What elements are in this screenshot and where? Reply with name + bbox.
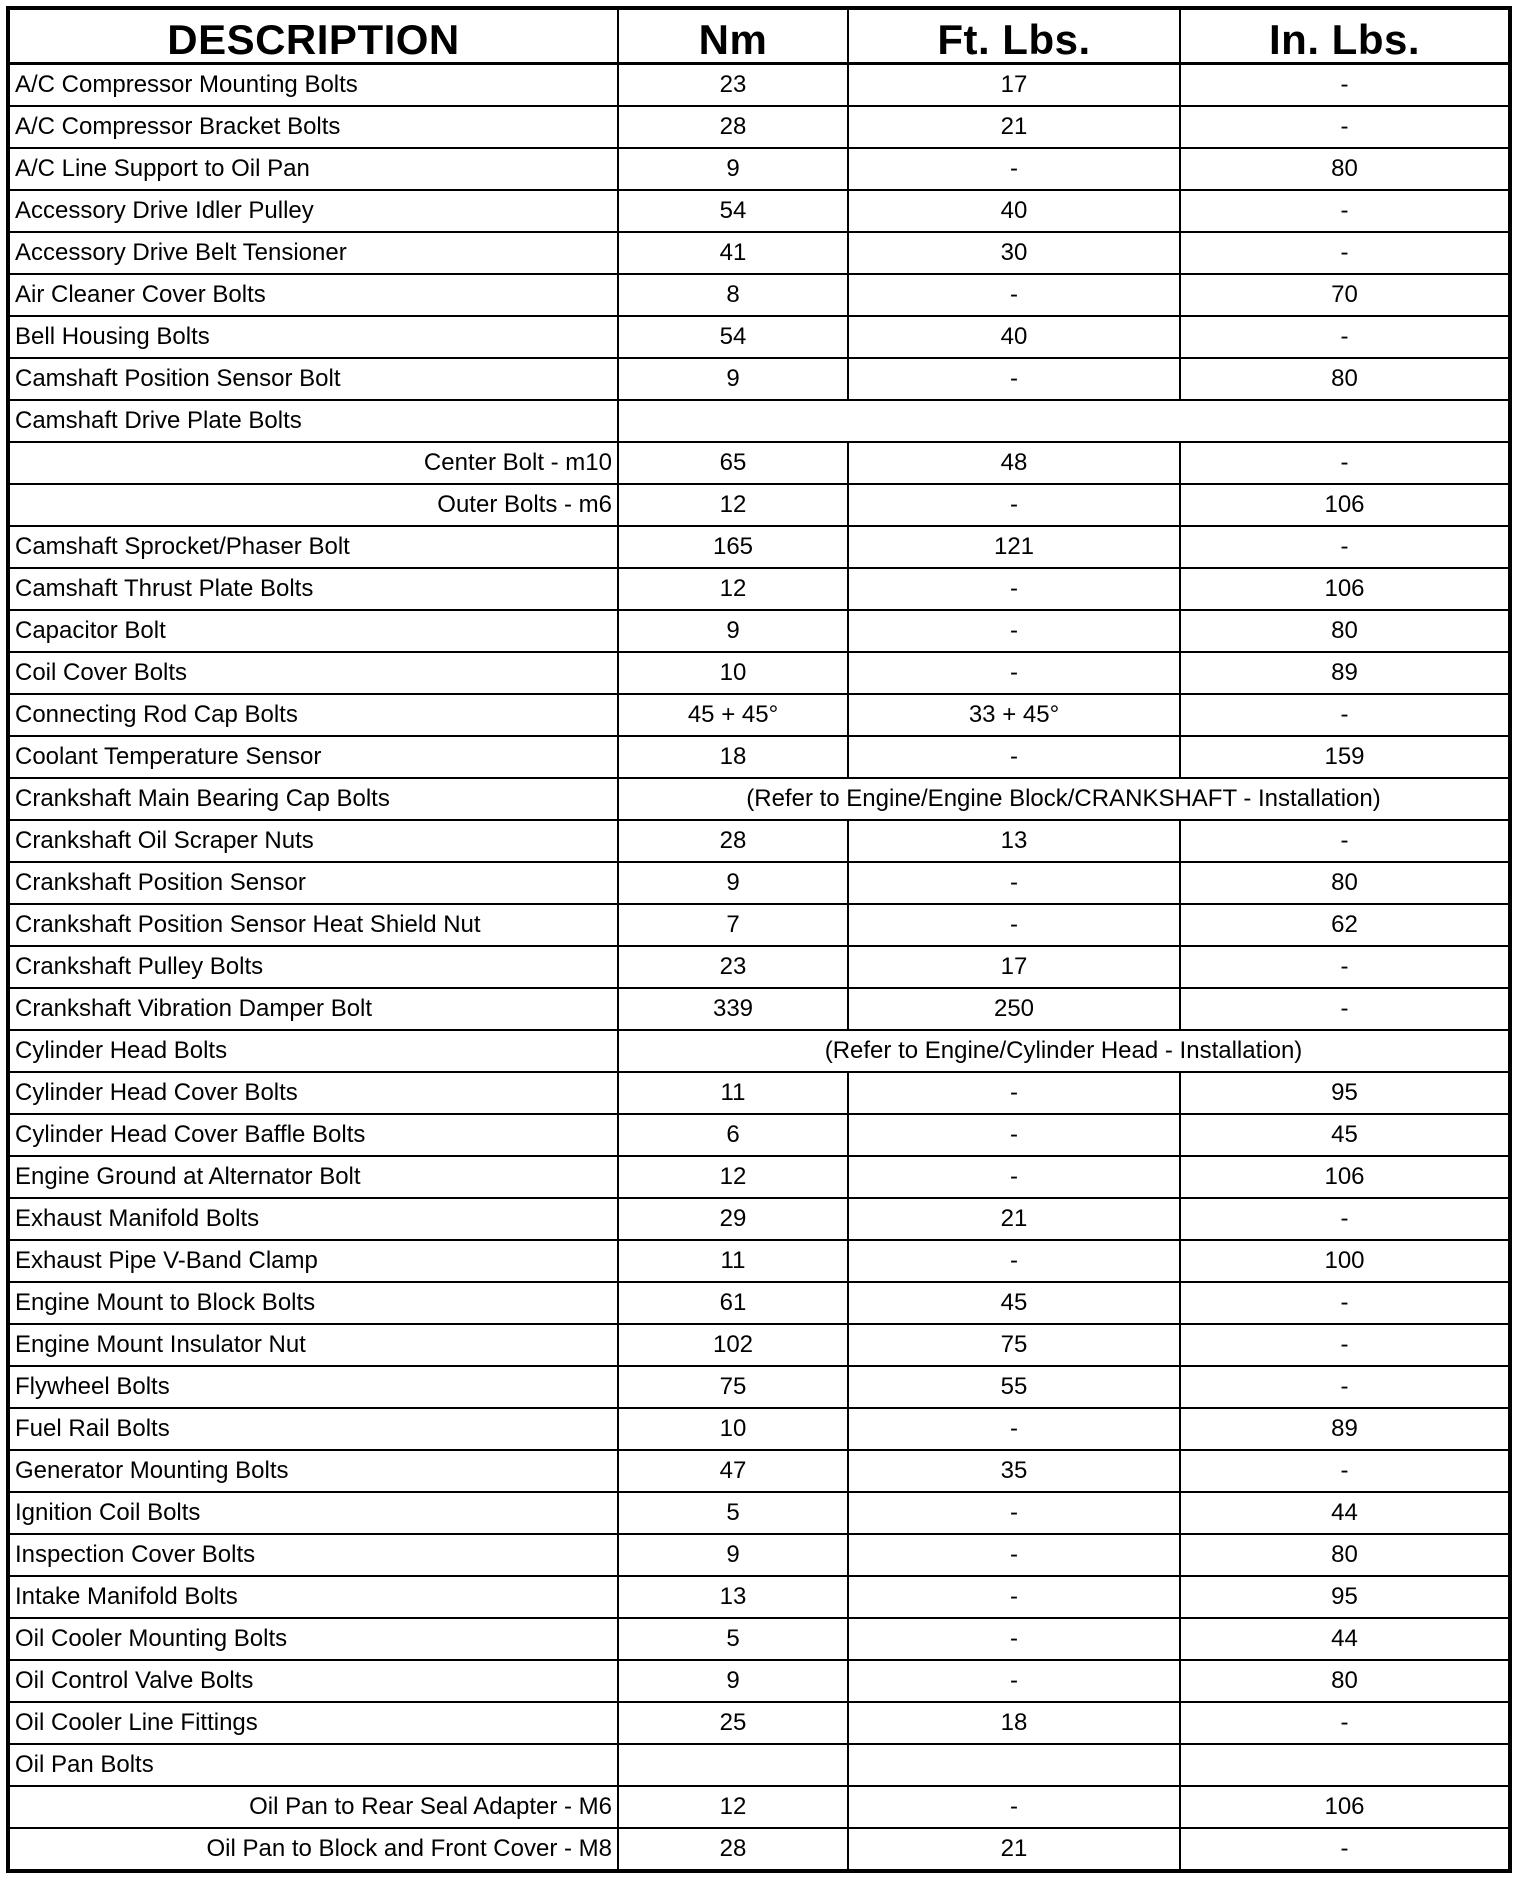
reference-note-cell: (Refer to Engine/Engine Block/CRANKSHAFT - Installation) [618, 778, 1510, 820]
description-cell: Engine Mount Insulator Nut [8, 1324, 618, 1366]
in-lbs-cell: 80 [1180, 610, 1510, 652]
nm-cell: 29 [618, 1198, 848, 1240]
nm-cell: 9 [618, 358, 848, 400]
nm-cell: 28 [618, 820, 848, 862]
in-lbs-cell: - [1180, 1366, 1510, 1408]
ft-lbs-cell: 33 + 45° [848, 694, 1180, 736]
description-cell: Bell Housing Bolts [8, 316, 618, 358]
table-row [8, 1618, 1510, 1660]
table-row [8, 64, 1510, 107]
in-lbs-cell: - [1180, 232, 1510, 274]
ft-lbs-cell: - [848, 358, 1180, 400]
ft-lbs-cell: - [848, 1240, 1180, 1282]
nm-cell: 10 [618, 652, 848, 694]
ft-lbs-cell: 45 [848, 1282, 1180, 1324]
description-cell: Flywheel Bolts [8, 1366, 618, 1408]
nm-cell: 54 [618, 316, 848, 358]
in-lbs-cell: 80 [1180, 358, 1510, 400]
ft-lbs-cell: - [848, 1660, 1180, 1702]
description-cell: Exhaust Manifold Bolts [8, 1198, 618, 1240]
ft-lbs-cell: - [848, 274, 1180, 316]
nm-cell: 165 [618, 526, 848, 568]
in-lbs-cell: - [1180, 106, 1510, 148]
in-lbs-cell: - [1180, 1828, 1510, 1871]
ft-lbs-cell: - [848, 1576, 1180, 1618]
in-lbs-cell: 106 [1180, 484, 1510, 526]
ft-lbs-cell: - [848, 862, 1180, 904]
in-lbs-cell: - [1180, 694, 1510, 736]
nm-cell: 9 [618, 1660, 848, 1702]
in-lbs-cell: - [1180, 442, 1510, 484]
description-cell: Coolant Temperature Sensor [8, 736, 618, 778]
in-lbs-cell: - [1180, 946, 1510, 988]
in-lbs-cell: 106 [1180, 1156, 1510, 1198]
table-row [8, 1156, 1510, 1198]
description-cell: Oil Pan to Block and Front Cover - M8 [8, 1828, 618, 1871]
table-row [8, 988, 1510, 1030]
table-row [8, 1240, 1510, 1282]
torque-spec-table [6, 6, 1512, 1873]
table-row [8, 1660, 1510, 1702]
nm-cell: 8 [618, 274, 848, 316]
table-row [8, 1072, 1510, 1114]
ft-lbs-cell: - [848, 1492, 1180, 1534]
nm-cell: 23 [618, 946, 848, 988]
description-cell: Oil Cooler Line Fittings [8, 1702, 618, 1744]
ft-lbs-cell: 21 [848, 1828, 1180, 1871]
ft-lbs-cell: - [848, 1534, 1180, 1576]
nm-cell: 10 [618, 1408, 848, 1450]
table-row [8, 400, 1510, 442]
in-lbs-cell: 80 [1180, 1534, 1510, 1576]
header-nm: Nm [618, 8, 848, 64]
nm-cell: 61 [618, 1282, 848, 1324]
description-cell: Cylinder Head Cover Bolts [8, 1072, 618, 1114]
in-lbs-cell: 89 [1180, 1408, 1510, 1450]
description-cell: Outer Bolts - m6 [8, 484, 618, 526]
nm-cell: 23 [618, 64, 848, 107]
ft-lbs-cell: 13 [848, 820, 1180, 862]
description-cell: Camshaft Drive Plate Bolts [8, 400, 618, 442]
description-cell: Cylinder Head Cover Baffle Bolts [8, 1114, 618, 1156]
nm-cell: 28 [618, 106, 848, 148]
in-lbs-cell: 106 [1180, 1786, 1510, 1828]
ft-lbs-cell: 48 [848, 442, 1180, 484]
in-lbs-cell: 45 [1180, 1114, 1510, 1156]
nm-cell: 9 [618, 1534, 848, 1576]
description-cell: Oil Cooler Mounting Bolts [8, 1618, 618, 1660]
table-row [8, 1282, 1510, 1324]
table-row [8, 1324, 1510, 1366]
description-cell: Connecting Rod Cap Bolts [8, 694, 618, 736]
in-lbs-cell: 106 [1180, 568, 1510, 610]
reference-note-cell: (Refer to Engine/Cylinder Head - Installation) [618, 1030, 1510, 1072]
nm-cell: 12 [618, 568, 848, 610]
ft-lbs-cell: 21 [848, 106, 1180, 148]
description-cell: Inspection Cover Bolts [8, 1534, 618, 1576]
ft-lbs-cell: - [848, 736, 1180, 778]
description-cell: Capacitor Bolt [8, 610, 618, 652]
ft-lbs-cell: 30 [848, 232, 1180, 274]
in-lbs-cell: - [1180, 1198, 1510, 1240]
ft-lbs-cell: - [848, 148, 1180, 190]
nm-cell: 9 [618, 862, 848, 904]
table-row [8, 526, 1510, 568]
ft-lbs-cell: - [848, 1156, 1180, 1198]
nm-cell: 11 [618, 1072, 848, 1114]
in-lbs-cell: - [1180, 64, 1510, 107]
description-cell: Camshaft Position Sensor Bolt [8, 358, 618, 400]
table-row [8, 190, 1510, 232]
table-row [8, 1744, 1510, 1786]
ft-lbs-cell [848, 1744, 1180, 1786]
empty-cell [618, 400, 1510, 442]
ft-lbs-cell: - [848, 1408, 1180, 1450]
description-cell: Accessory Drive Idler Pulley [8, 190, 618, 232]
table-row [8, 820, 1510, 862]
ft-lbs-cell: - [848, 1786, 1180, 1828]
table-row [8, 1408, 1510, 1450]
in-lbs-cell: 80 [1180, 1660, 1510, 1702]
description-cell: Crankshaft Pulley Bolts [8, 946, 618, 988]
ft-lbs-cell: - [848, 484, 1180, 526]
nm-cell: 75 [618, 1366, 848, 1408]
description-cell: Generator Mounting Bolts [8, 1450, 618, 1492]
ft-lbs-cell: - [848, 610, 1180, 652]
in-lbs-cell: 95 [1180, 1576, 1510, 1618]
header-ft-lbs: Ft. Lbs. [848, 8, 1180, 64]
nm-cell: 45 + 45° [618, 694, 848, 736]
table-row [8, 1828, 1510, 1871]
table-row [8, 1576, 1510, 1618]
ft-lbs-cell: 17 [848, 946, 1180, 988]
table-row [8, 1450, 1510, 1492]
nm-cell: 5 [618, 1618, 848, 1660]
description-cell: Crankshaft Oil Scraper Nuts [8, 820, 618, 862]
description-cell: Air Cleaner Cover Bolts [8, 274, 618, 316]
table-row [8, 316, 1510, 358]
in-lbs-cell: 80 [1180, 148, 1510, 190]
table-row [8, 484, 1510, 526]
header-row [8, 8, 1510, 64]
in-lbs-cell: - [1180, 1450, 1510, 1492]
description-cell: A/C Compressor Bracket Bolts [8, 106, 618, 148]
description-cell: Coil Cover Bolts [8, 652, 618, 694]
description-cell: Cylinder Head Bolts [8, 1030, 618, 1072]
description-cell: Crankshaft Vibration Damper Bolt [8, 988, 618, 1030]
description-cell: Intake Manifold Bolts [8, 1576, 618, 1618]
table-row [8, 862, 1510, 904]
ft-lbs-cell: - [848, 1618, 1180, 1660]
table-row [8, 1366, 1510, 1408]
in-lbs-cell: 70 [1180, 274, 1510, 316]
ft-lbs-cell: - [848, 904, 1180, 946]
in-lbs-cell: 44 [1180, 1618, 1510, 1660]
in-lbs-cell: 80 [1180, 862, 1510, 904]
ft-lbs-cell: 121 [848, 526, 1180, 568]
ft-lbs-cell: 75 [848, 1324, 1180, 1366]
description-cell: Oil Pan to Rear Seal Adapter - M6 [8, 1786, 618, 1828]
description-cell: Crankshaft Position Sensor Heat Shield Nut [8, 904, 618, 946]
nm-cell: 47 [618, 1450, 848, 1492]
description-cell: Engine Mount to Block Bolts [8, 1282, 618, 1324]
nm-cell: 339 [618, 988, 848, 1030]
table-row [8, 694, 1510, 736]
in-lbs-cell: - [1180, 526, 1510, 568]
table-row [8, 1534, 1510, 1576]
table-row [8, 652, 1510, 694]
ft-lbs-cell: - [848, 1072, 1180, 1114]
nm-cell: 41 [618, 232, 848, 274]
description-cell: Oil Pan Bolts [8, 1744, 618, 1786]
description-cell: Accessory Drive Belt Tensioner [8, 232, 618, 274]
nm-cell: 28 [618, 1828, 848, 1871]
in-lbs-cell: 89 [1180, 652, 1510, 694]
ft-lbs-cell: - [848, 568, 1180, 610]
ft-lbs-cell: 250 [848, 988, 1180, 1030]
nm-cell [618, 1744, 848, 1786]
description-cell: Crankshaft Position Sensor [8, 862, 618, 904]
table-row [8, 946, 1510, 988]
in-lbs-cell: - [1180, 988, 1510, 1030]
description-cell: Engine Ground at Alternator Bolt [8, 1156, 618, 1198]
table-row [8, 568, 1510, 610]
nm-cell: 11 [618, 1240, 848, 1282]
ft-lbs-cell: - [848, 652, 1180, 694]
table-row [8, 610, 1510, 652]
nm-cell: 12 [618, 1156, 848, 1198]
in-lbs-cell: - [1180, 190, 1510, 232]
ft-lbs-cell: 21 [848, 1198, 1180, 1240]
ft-lbs-cell: 35 [848, 1450, 1180, 1492]
in-lbs-cell: - [1180, 1282, 1510, 1324]
nm-cell: 54 [618, 190, 848, 232]
table-row [8, 736, 1510, 778]
in-lbs-cell [1180, 1744, 1510, 1786]
nm-cell: 9 [618, 148, 848, 190]
ft-lbs-cell: 17 [848, 64, 1180, 107]
table-body [8, 64, 1510, 1872]
description-cell: Center Bolt - m10 [8, 442, 618, 484]
nm-cell: 102 [618, 1324, 848, 1366]
in-lbs-cell: 159 [1180, 736, 1510, 778]
table-row [8, 148, 1510, 190]
in-lbs-cell: - [1180, 1324, 1510, 1366]
description-cell: A/C Compressor Mounting Bolts [8, 64, 618, 107]
nm-cell: 7 [618, 904, 848, 946]
table-row [8, 358, 1510, 400]
description-cell: A/C Line Support to Oil Pan [8, 148, 618, 190]
table-row [8, 232, 1510, 274]
header-in-lbs: In. Lbs. [1180, 8, 1510, 64]
description-cell: Fuel Rail Bolts [8, 1408, 618, 1450]
table-row [8, 274, 1510, 316]
description-cell: Oil Control Valve Bolts [8, 1660, 618, 1702]
nm-cell: 6 [618, 1114, 848, 1156]
description-cell: Camshaft Thrust Plate Bolts [8, 568, 618, 610]
nm-cell: 13 [618, 1576, 848, 1618]
nm-cell: 25 [618, 1702, 848, 1744]
ft-lbs-cell: 40 [848, 190, 1180, 232]
table-row [8, 442, 1510, 484]
description-cell: Crankshaft Main Bearing Cap Bolts [8, 778, 618, 820]
table-row [8, 1786, 1510, 1828]
table-row [8, 1114, 1510, 1156]
nm-cell: 5 [618, 1492, 848, 1534]
in-lbs-cell: - [1180, 316, 1510, 358]
in-lbs-cell: 95 [1180, 1072, 1510, 1114]
header-description: DESCRIPTION [8, 8, 618, 64]
description-cell: Ignition Coil Bolts [8, 1492, 618, 1534]
table-row [8, 1702, 1510, 1744]
nm-cell: 9 [618, 610, 848, 652]
ft-lbs-cell: - [848, 1114, 1180, 1156]
nm-cell: 12 [618, 1786, 848, 1828]
table-row [8, 1198, 1510, 1240]
in-lbs-cell: 100 [1180, 1240, 1510, 1282]
ft-lbs-cell: 40 [848, 316, 1180, 358]
table-row [8, 1030, 1510, 1072]
nm-cell: 12 [618, 484, 848, 526]
nm-cell: 65 [618, 442, 848, 484]
in-lbs-cell: 62 [1180, 904, 1510, 946]
nm-cell: 18 [618, 736, 848, 778]
table-row [8, 904, 1510, 946]
in-lbs-cell: - [1180, 1702, 1510, 1744]
in-lbs-cell: - [1180, 820, 1510, 862]
ft-lbs-cell: 18 [848, 1702, 1180, 1744]
description-cell: Camshaft Sprocket/Phaser Bolt [8, 526, 618, 568]
table-row [8, 778, 1510, 820]
in-lbs-cell: 44 [1180, 1492, 1510, 1534]
table-row [8, 106, 1510, 148]
ft-lbs-cell: 55 [848, 1366, 1180, 1408]
table-row [8, 1492, 1510, 1534]
description-cell: Exhaust Pipe V-Band Clamp [8, 1240, 618, 1282]
